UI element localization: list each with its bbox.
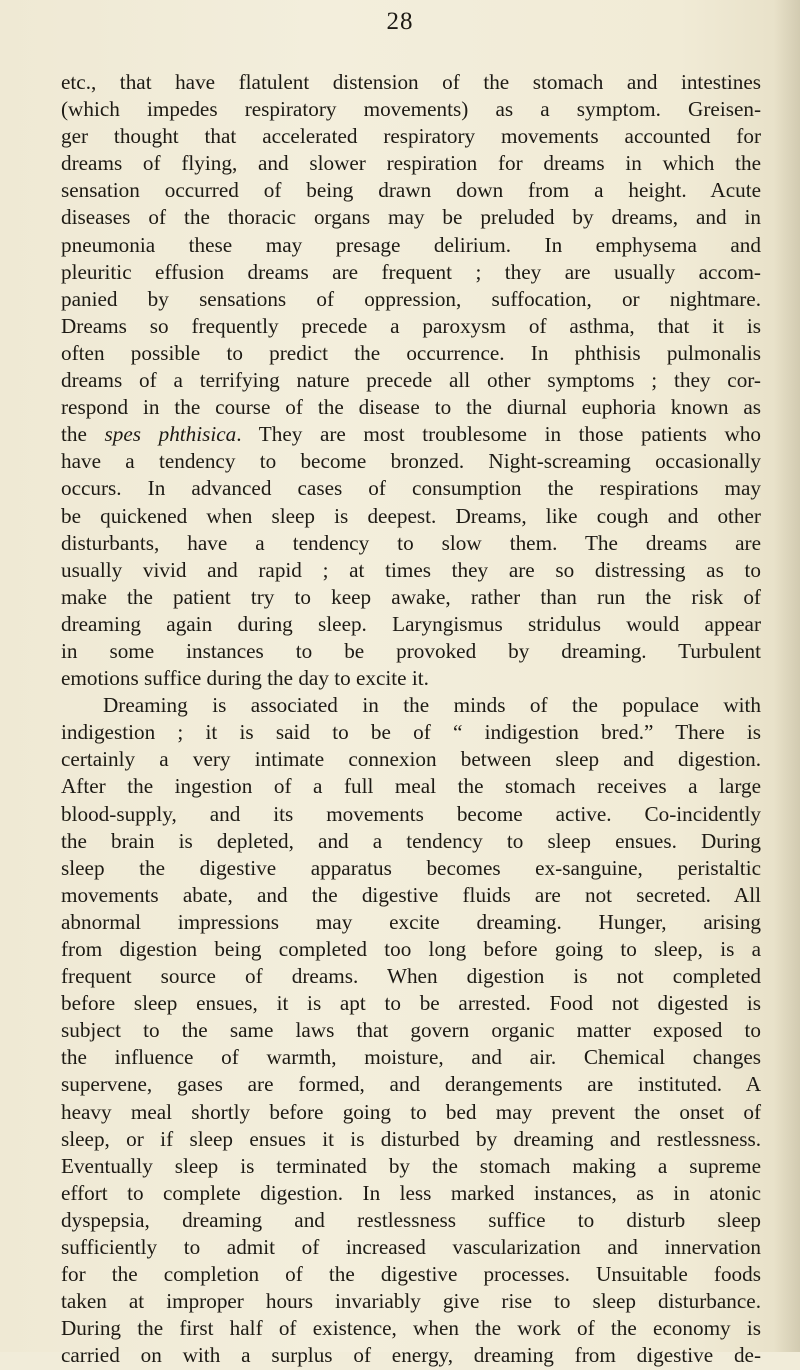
text-line: sensation occurred of being drawn down from a height. Acute — [61, 178, 761, 203]
text-line: indigestion ; it is said to be of “ indigestion bred.” There is — [61, 720, 761, 745]
text-line: occurs. In advanced cases of consumption the respirations may — [61, 476, 761, 501]
text-line: movements abate, and the digestive fluids are not secreted. All — [61, 882, 761, 907]
text-line: subject to the same laws that govern organic matter exposed to — [61, 1018, 761, 1043]
text-line-with-italic — [61, 421, 761, 448]
page-edge-shadow — [774, 0, 800, 1352]
text-line: diseases of the thoracic organs may be preluded by dreams, and in — [61, 205, 761, 230]
text-line: the influence of warmth, moisture, and air. Chemical changes — [61, 1045, 761, 1070]
text-line: the brain is depleted, and a tendency to sleep ensues. During — [61, 828, 761, 853]
text-line: respond in the course of the disease to the diurnal euphoria known as — [61, 395, 761, 420]
text-line: During the first half of existence, when the work of the economy is — [61, 1316, 761, 1341]
text-line: After the ingestion of a full meal the stomach receives a large — [61, 774, 761, 799]
text-line: Dreaming is associated in the minds of the populace with — [103, 693, 761, 718]
text-line: make the patient try to keep awake, rather than run the risk of — [61, 584, 761, 609]
text-line: certainly a very intimate connexion between sleep and digestion. — [61, 747, 761, 772]
text-line: effort to complete digestion. In less marked instances, as in atonic — [61, 1180, 761, 1205]
text-line: etc., that have flatulent distension of the stomach and intestines — [61, 70, 761, 94]
text-line: panied by sensations of oppression, suffocation, or nightmare. — [61, 286, 761, 311]
text-line: pleuritic effusion dreams are frequent ; they are usually accom- — [61, 259, 761, 284]
text-line: usually vivid and rapid ; at times they are so distressing as to — [61, 557, 761, 582]
text-line: dreaming again during sleep. Laryngismus stridulus would appear — [61, 611, 761, 636]
text-line: taken at improper hours invariably give rise to sleep disturbance. — [61, 1289, 761, 1314]
page-number: 28 — [386, 8, 414, 35]
text-line: in some instances to be provoked by dreaming. Turbulent — [61, 638, 761, 663]
text-line: supervene, gases are formed, and derangements are instituted. A — [61, 1072, 761, 1097]
text-line: Dreams so frequently precede a paroxysm of asthma, that it is — [61, 313, 761, 338]
text-line: Eventually sleep is terminated by the stomach making a supreme — [61, 1153, 761, 1178]
text-line: for the completion of the digestive processes. Unsuitable foods — [61, 1262, 761, 1287]
text-line: have a tendency to become bronzed. Night-screaming occasionally — [61, 449, 761, 474]
text-fragment: the — [61, 422, 105, 447]
italic-term: spes phthisica — [104, 422, 237, 447]
text-line: sleep the digestive apparatus becomes ex-sanguine, peristaltic — [61, 855, 761, 880]
body-text — [61, 69, 761, 1370]
text-line: carried on with a surplus of energy, dreaming from digestive de- — [61, 1343, 761, 1368]
text-line: dyspepsia, dreaming and restlessness suffice to disturb sleep — [61, 1207, 761, 1232]
text-line: before sleep ensues, it is apt to be arrested. Food not digested is — [61, 991, 761, 1016]
text-line: from digestion being completed too long before going to sleep, is a — [61, 937, 761, 961]
text-line: blood-supply, and its movements become active. Co-incidently — [61, 801, 761, 826]
text-line: sufficiently to admit of increased vascularization and innervation — [61, 1235, 761, 1260]
text-line: pneumonia these may presage delirium. In emphysema and — [61, 232, 761, 257]
text-line: heavy meal shortly before going to bed may prevent the onset of — [61, 1099, 761, 1124]
text-fragment: . They are most troublesome in those patients who — [236, 422, 761, 447]
text-line: sleep, or if sleep ensues it is disturbed by dreaming and restlessness. — [61, 1126, 761, 1151]
text-line: dreams of flying, and slower respiration for dreams in which the — [61, 151, 761, 176]
text-line: frequent source of dreams. When digestion is not completed — [61, 964, 761, 989]
text-line: ger thought that accelerated respiratory movements accounted for — [61, 124, 761, 149]
text-line: disturbants, have a tendency to slow them. The dreams are — [61, 530, 761, 555]
text-line: emotions suffice during the day to excite it. — [61, 666, 429, 691]
text-line: abnormal impressions may excite dreaming. Hunger, arising — [61, 909, 761, 934]
text-line: (which impedes respiratory movements) as a symptom. Greisen- — [61, 97, 761, 122]
text-line: be quickened when sleep is deepest. Dreams, like cough and other — [61, 503, 761, 528]
text-line: dreams of a terrifying nature precede all other symptoms ; they cor- — [61, 368, 761, 393]
text-line: often possible to predict the occurrence. In phthisis pulmonalis — [61, 340, 761, 365]
